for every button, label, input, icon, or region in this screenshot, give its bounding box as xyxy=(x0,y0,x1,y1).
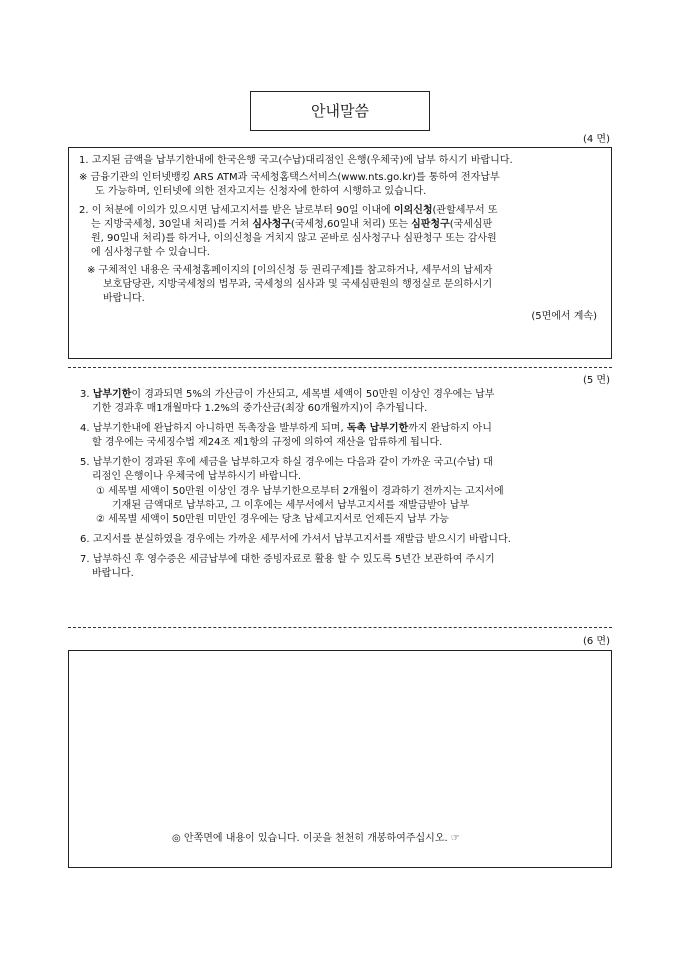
title-text: 안내말씀 xyxy=(311,102,369,120)
page-label-4: (4 면) xyxy=(582,134,610,145)
section-page-4 xyxy=(68,147,612,359)
continued-note: (5면에서 계속) xyxy=(531,311,597,322)
item-5-line-2: 리점인 은행이나 우체국에 납부하시기 바랍니다. xyxy=(92,471,302,482)
item-7-line-1: 7. 납부하신 후 영수증은 세금납부에 대한 증빙자료로 활용 할 수 있도록 5년간 보관하여 주시기 xyxy=(80,554,495,565)
section-page-5 xyxy=(68,388,612,581)
item-5-sub-2: ② 세목별 세액이 50만원 미만인 경우에는 당초 납세고지서로 언제든지 납부 가능 xyxy=(96,514,449,525)
item-3 xyxy=(80,388,604,416)
note-1 xyxy=(79,171,603,199)
note-2-line-1: ※ 구체적인 내용은 국세청홈페이지의 [이의신청 등 권리구제]를 참고하거나, 세무서의 납세자 xyxy=(87,265,493,276)
note-1-line-2: 도 가능하며, 인터넷에 의한 전자고지는 신청자에 한하여 시행하고 있습니다. xyxy=(95,186,427,197)
item-5-line-1: 5. 납부기한이 경과된 후에 세금을 납부하고자 하실 경우에는 다음과 같이 가까운 국고(수납) 대 xyxy=(80,457,493,468)
page-title xyxy=(250,91,430,131)
item-4 xyxy=(80,422,604,450)
page-label-6: (6 면) xyxy=(582,636,610,647)
item-7-line-2: 바랍니다. xyxy=(92,568,134,579)
item-2-line-2: 는 지방국세청, 30일내 처리)를 거쳐 심사청구(국세청,60일내 처리) 또는 심판청구(국세심판 xyxy=(91,219,493,230)
item-1: 1. 고지된 금액을 납부기한내에 한국은행 국고(수납)대리점인 은행(우체국)에 납부 하시기 바랍니다. xyxy=(79,155,513,166)
item-5 xyxy=(80,456,604,527)
item-6: 6. 고지서를 분실하였을 경우에는 가까운 세무서에 가셔서 납부고지서를 재발급 받으시기 바랍니다. xyxy=(80,534,511,545)
item-4-line-1: 4. 납부기한내에 완납하지 아니하면 독촉장을 발부하게 되며, 독촉 납부기한까지 완납하지 아니 xyxy=(80,423,492,434)
item-3-line-1: 3. 납부기한이 경과되면 5%의 가산금이 가산되고, 세목별 세액이 50만원 이상인 경우에는 납부 xyxy=(80,389,495,400)
page-label-5: (5 면) xyxy=(582,375,610,386)
note-2-line-3: 바랍니다. xyxy=(103,293,145,304)
item-2-line-1: 2. 이 처분에 이의가 있으시면 납세고지서를 받은 날로부터 90일 이내에 이의신청(관할세무서 또 xyxy=(79,205,498,216)
item-2-line-3: 원, 90일내 처리)를 하거나, 이의신청을 거치지 않고 곧바로 심사청구나 심판청구 또는 감사원 xyxy=(91,233,497,244)
note-2-line-2: 보호담당관, 지방국세청의 법무과, 국세청의 심사과 및 국세심판원의 행정실로 문의하시기 xyxy=(103,279,493,290)
item-2-line-4: 에 심사청구할 수 있습니다. xyxy=(91,247,210,258)
note-2 xyxy=(79,264,603,306)
item-7 xyxy=(80,553,604,581)
opening-instruction: ◎ 안쪽면에 내용이 있습니다. 이곳을 천천히 개봉하여주십시오. ☞ xyxy=(172,833,460,844)
item-3-line-2: 기한 경과후 매1개월마다 1.2%의 중가산금(최장 60개월까지)이 추가됩니다. xyxy=(92,403,428,414)
note-1-line-1: ※ 금융기관의 인터넷뱅킹 ARS ATM과 국세청홈택스서비스(www.nts.go.kr)를 통하여 전자납부 xyxy=(79,172,500,183)
item-2 xyxy=(79,204,603,260)
item-5-sub-1-line-1: ① 세목별 세액이 50만원 이상인 경우 납부기한으로부터 2개월이 경과하기 전까지는 고지서에 xyxy=(96,486,504,497)
item-5-sub-1-line-2: 기재된 금액대로 납부하고, 그 이후에는 세무서에서 납부고지서를 재발급받아 납부 xyxy=(112,500,470,511)
item-4-line-2: 할 경우에는 국세징수법 제24조 제1항의 규정에 의하여 재산을 압류하게 됩니다. xyxy=(92,437,443,448)
cut-line-2 xyxy=(68,627,612,628)
cut-line-1 xyxy=(68,367,612,368)
